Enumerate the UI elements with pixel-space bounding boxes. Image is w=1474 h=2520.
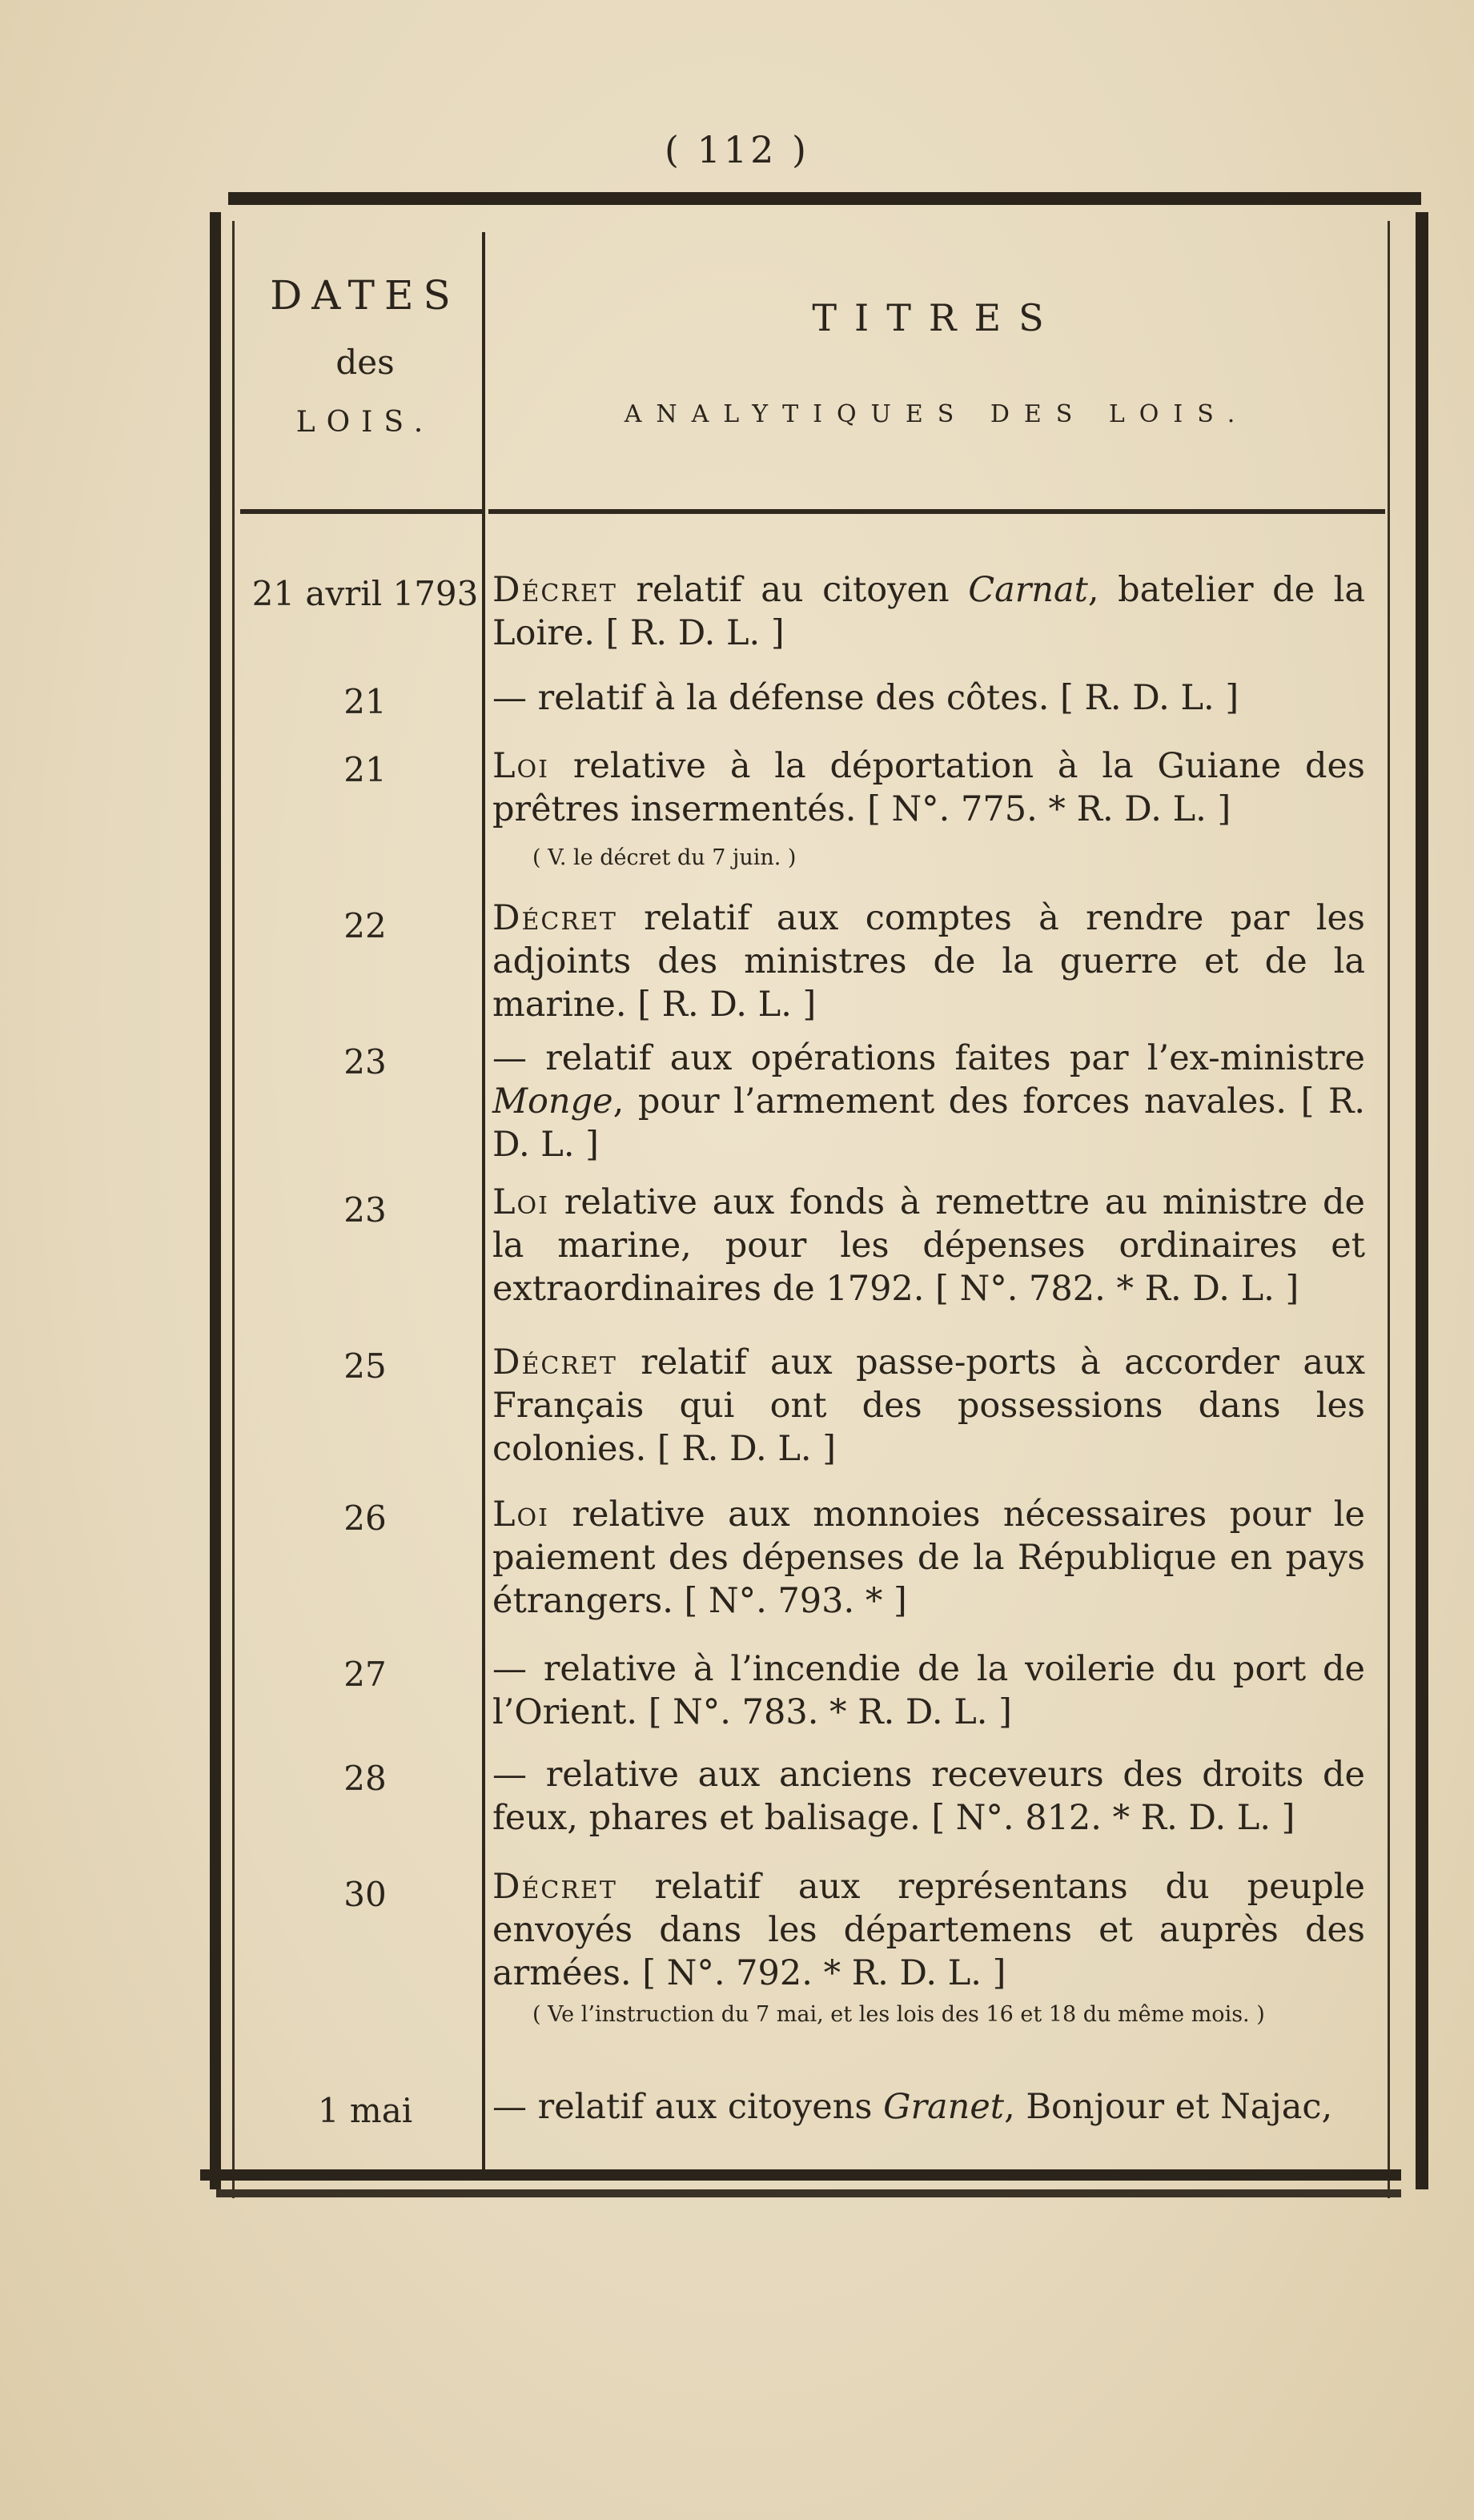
entry-text — [492, 1647, 1365, 1734]
entry-text — [492, 568, 1365, 655]
entry-body: relatif aux représentans du peuple envoyés dans les départemens et auprès des armées. [ N°. 792. * R. D. L. ] — [492, 1867, 1365, 1993]
entry-note: ( Ve l’instruction du 7 mai, et les lois des 16 et 18 du même mois. ) — [532, 2002, 1265, 2027]
entry-date: 21 avril 1793 — [251, 574, 479, 613]
entry-body: relatif aux passe-ports à accorder aux Français qui ont des possessions dans les colonies. [ R. D. L. ] — [492, 1342, 1365, 1469]
dates-column-header — [248, 272, 482, 439]
entry-italic: Carnat — [968, 570, 1088, 610]
entry-text — [492, 1865, 1365, 1995]
entry-rest: , batelier de la Loire. [ R. D. L. ] — [492, 570, 1366, 653]
entry-body: relatif au citoyen — [617, 570, 969, 610]
entry-text — [492, 1181, 1365, 1310]
entry-text — [492, 676, 1365, 720]
entry-lead: Décret — [492, 898, 617, 938]
entry-lead: Loi — [492, 1495, 549, 1535]
entry-body: relative aux monnoies nécessaires pour le paiement des dépenses de la République en pays étrangers. [ N°. 793. * ] — [492, 1495, 1365, 1621]
entry-date: 22 — [343, 906, 387, 945]
entry-date: 25 — [343, 1346, 387, 1386]
entry-text — [492, 1493, 1365, 1623]
titles-header-title: TITRES — [812, 296, 1062, 339]
entry-text — [492, 744, 1365, 831]
entry-text — [492, 2085, 1365, 2129]
entry-text — [492, 1341, 1365, 1471]
entry-lead: Décret — [492, 570, 617, 610]
dates-header-lois: LOIS. — [295, 406, 435, 439]
entry-note: ( V. le décret du 7 juin. ) — [532, 845, 797, 870]
entry-italic: Monge — [492, 1081, 613, 1122]
entry-lead: Loi — [492, 746, 549, 786]
entry-lead: Décret — [492, 1342, 617, 1382]
entry-date: 26 — [343, 1499, 387, 1538]
entry-rest: , Bonjour et Najac, — [1004, 2087, 1333, 2127]
entry-text — [492, 897, 1365, 1026]
titles-column-header — [488, 296, 1385, 428]
entry-rest: , pour l’armement des forces navales. [ R. D. L. ] — [492, 1081, 1365, 1165]
entry-date: 1 mai — [317, 2091, 413, 2130]
entry-body: relative aux fonds à remettre au ministre de la marine, pour les dépenses ordinaires et extraordinaires de 1792. [ N°. 782. * R. D. L. ] — [492, 1182, 1365, 1309]
entry-date: 23 — [343, 1190, 387, 1230]
bottom-rule-secondary — [216, 2189, 1401, 2197]
bottom-rule — [200, 2169, 1401, 2181]
page-number: ( 112 ) — [665, 128, 809, 171]
entry-body: — relatif aux citoyens — [492, 2087, 884, 2127]
top-rule — [228, 192, 1421, 205]
entry-body: — relatif à la défense des côtes. [ R. D. L. ] — [492, 678, 1239, 718]
entry-body: relatif aux comptes à rendre par les adjoints des ministres de la guerre et de la marine. [ R. D. L. ] — [492, 898, 1365, 1025]
entry-italic: Granet — [883, 2087, 1005, 2127]
header-rule-right — [488, 509, 1385, 514]
entry-date: 27 — [343, 1655, 387, 1694]
entry-date: 21 — [343, 682, 387, 721]
entry-body: — relative à l’incendie de la voilerie du port de l’Orient. [ N°. 783. * R. D. L. ] — [492, 1649, 1365, 1732]
dates-header-des: des — [335, 343, 395, 382]
entry-lead: Loi — [492, 1182, 549, 1222]
entry-date: 28 — [343, 1759, 387, 1798]
column-divider — [482, 232, 485, 2169]
entry-text — [492, 1753, 1365, 1840]
titles-header-subtitle: ANALYTIQUES DES LOIS. — [624, 400, 1250, 428]
entry-body: — relative aux anciens receveurs des droits de feux, phares et balisage. [ N°. 812. * R. D. L. ] — [492, 1755, 1365, 1838]
entry-lead: Décret — [492, 1867, 617, 1907]
entry-text — [492, 1037, 1365, 1166]
entry-date: 30 — [343, 1875, 387, 1914]
entry-date: 21 — [343, 750, 387, 789]
entry-body: relative à la déportation à la Guiane des prêtres insermentés. [ N°. 775. * R. D. L. ] — [492, 746, 1365, 829]
dates-header-title: DATES — [270, 272, 460, 319]
entry-body: — relatif aux opérations faites par l’ex-ministre — [492, 1038, 1365, 1078]
header-rule-left — [240, 509, 482, 514]
entry-date: 23 — [343, 1042, 387, 1081]
